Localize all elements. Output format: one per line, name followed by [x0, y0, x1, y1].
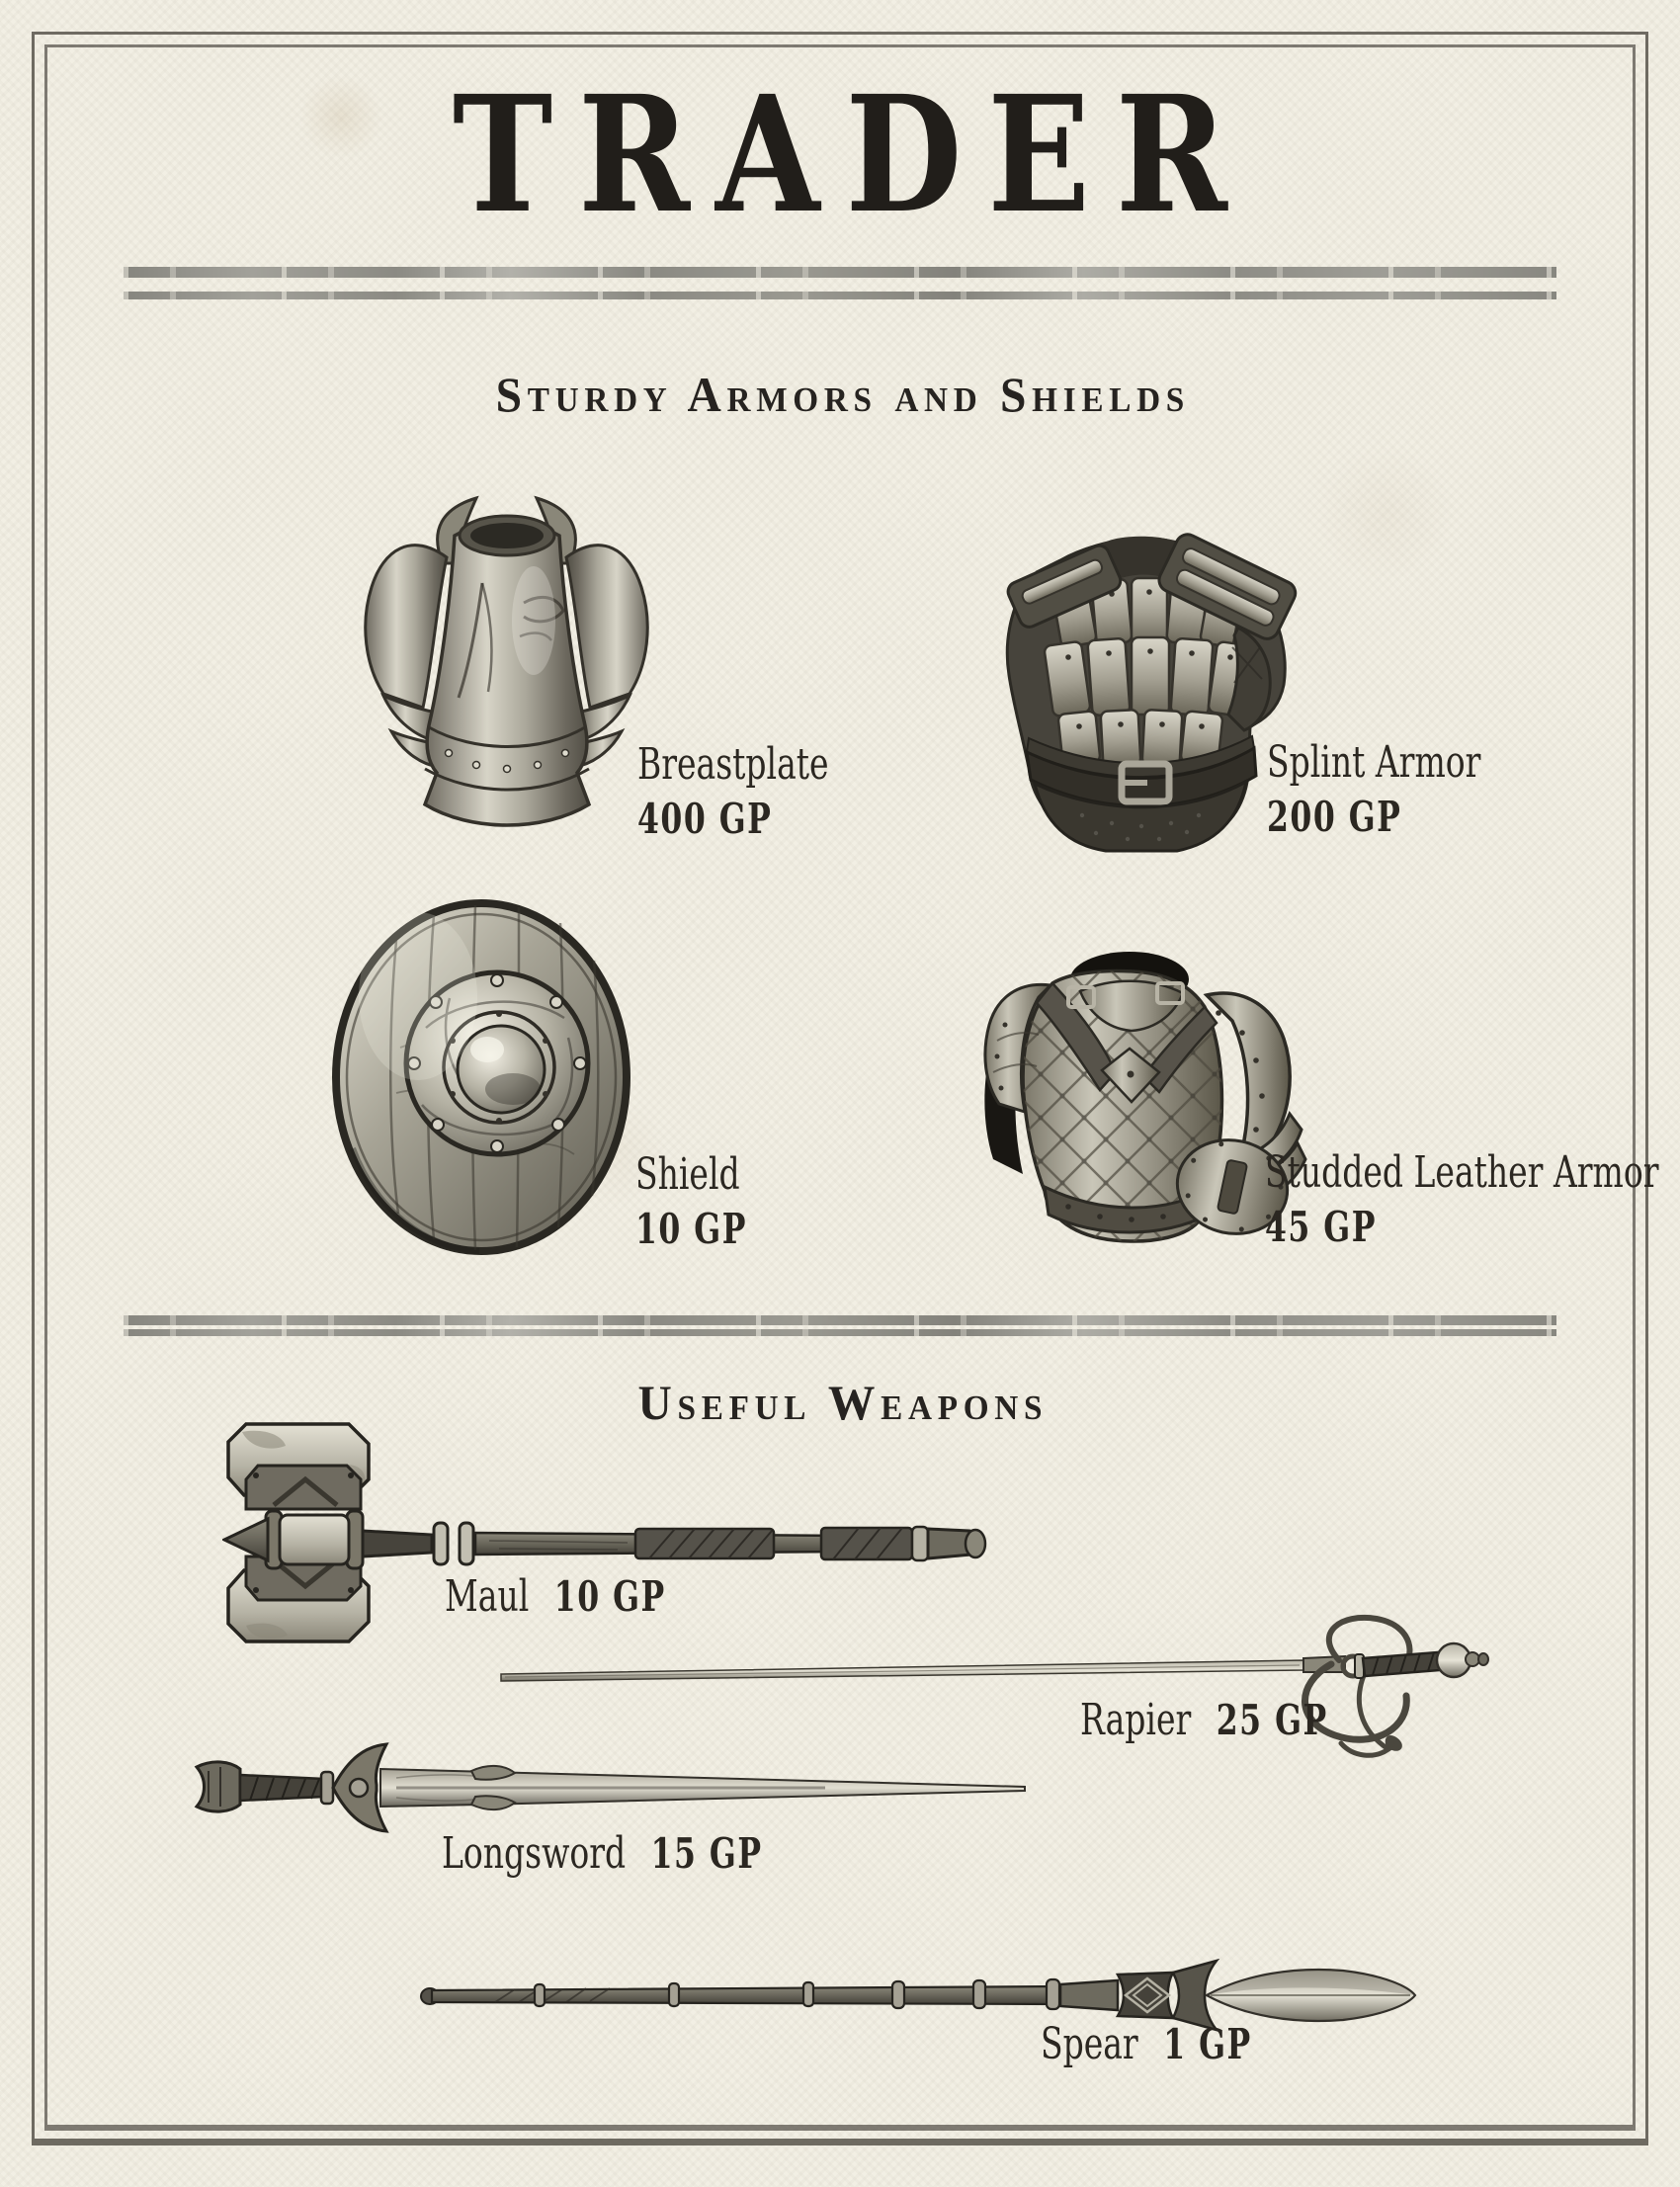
item-name: Rapier — [1080, 1695, 1192, 1745]
shop-item-spear[interactable] — [420, 1959, 1418, 2033]
studded-leather-armor-illustration — [954, 922, 1311, 1250]
divider-middle — [124, 1315, 1556, 1336]
longsword-illustration — [193, 1741, 1028, 1835]
item-label-studded-leather-armor — [1265, 1147, 1658, 1250]
item-name: Breastplate — [637, 739, 829, 790]
item-price: 10 GP — [635, 1205, 747, 1253]
item-name: Longsword — [442, 1828, 627, 1879]
shop-item-breastplate[interactable] — [326, 472, 687, 833]
shop-item-splint-armor[interactable] — [973, 489, 1309, 857]
item-name: Studded Leather Armor — [1265, 1147, 1659, 1198]
item-label-longsword — [442, 1828, 763, 1880]
item-name: Shield — [635, 1149, 740, 1200]
item-price: 1 GP — [1163, 2020, 1252, 2068]
item-price: 10 GP — [553, 1572, 666, 1621]
item-label-rapier — [1080, 1695, 1328, 1746]
item-price: 45 GP — [1265, 1203, 1377, 1251]
item-price: 25 GP — [1216, 1696, 1328, 1744]
item-label-spear — [1041, 2019, 1252, 2070]
item-name: Splint Armor — [1267, 737, 1481, 788]
shop-item-shield[interactable] — [331, 899, 635, 1257]
item-label-splint-armor — [1267, 737, 1480, 840]
section-heading-armors: Sturdy Armors and Shields — [495, 367, 1191, 422]
item-label-shield — [635, 1149, 747, 1252]
breastplate-illustration — [326, 472, 687, 833]
shop-item-longsword[interactable] — [193, 1741, 1028, 1835]
section-heading-weapons: Useful Weapons — [637, 1375, 1049, 1430]
shop-item-studded-leather-armor[interactable] — [954, 922, 1311, 1250]
round-shield-illustration — [331, 899, 635, 1257]
item-name: Spear — [1041, 2019, 1138, 2069]
item-price: 15 GP — [650, 1829, 763, 1878]
item-label-breastplate — [637, 739, 829, 842]
item-name: Maul — [445, 1571, 530, 1622]
splint-armor-illustration — [973, 489, 1309, 857]
divider-top — [124, 267, 1556, 299]
page-title: TRADER — [452, 61, 1253, 249]
item-price: 400 GP — [637, 795, 773, 843]
spear-illustration — [420, 1959, 1418, 2033]
item-price: 200 GP — [1267, 793, 1402, 841]
